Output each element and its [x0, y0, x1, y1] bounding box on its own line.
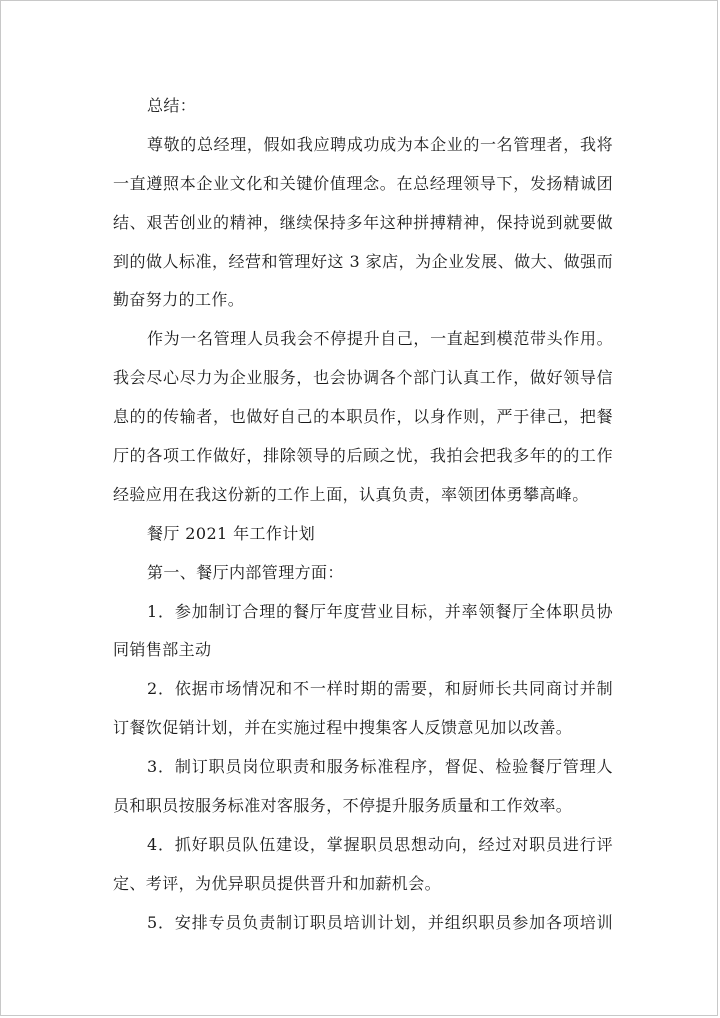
text-line: 我会尽心尽力为企业服务，也会协调各个部门认真工作，做好领导信	[113, 368, 613, 388]
text-line: 尊敬的总经理，假如我应聘成功成为本企业的一名管理者，我将	[147, 134, 613, 154]
list-item-line: 订餐饮促销计划，并在实施过程中搜集客人反馈意见加以改善。	[113, 718, 573, 738]
text-line: 总结：	[147, 96, 197, 115]
list-item-line: 同销售部主动	[113, 640, 212, 660]
section-heading: 餐厅 2021 年工作计划	[147, 523, 316, 543]
list-item-line: 定、考评，为优异职员提供晋升和加薪机会。	[113, 873, 442, 893]
subsection-heading: 第一、餐厅内部管理方面：	[147, 562, 344, 582]
list-item-line: 5．安排专员负责制订职员培训计划，并组织职员参加各项培训	[147, 912, 613, 932]
text-line: 结、艰苦创业的精神，继续保持多年这种拼搏精神，保持说到就要做	[113, 212, 613, 232]
list-item-line: 2．依据市场情况和不一样时期的需要，和厨师长共同商讨并制	[147, 679, 613, 699]
list-item-line: 1．参加制订合理的餐厅年度营业目标，并率领餐厅全体职员协	[147, 601, 613, 621]
list-item-line: 4．抓好职员队伍建设，掌握职员思想动向，经过对职员进行评	[147, 834, 613, 854]
list-item-line: 3．制订职员岗位职责和服务标准程序，督促、检验餐厅管理人	[147, 757, 613, 777]
text-line: 一直遵照本企业文化和关键价值理念。在总经理领导下，发扬精诚团	[113, 173, 613, 193]
text-line: 经验应用在我这份新的工作上面，认真负责，率领团体勇攀高峰。	[113, 484, 589, 504]
text-line: 息的的传输者，也做好自己的本职员作，以身作则，严于律己，把餐	[113, 407, 613, 427]
text-line: 作为一名管理人员我会不停提升自己，一直起到模范带头作用。	[147, 329, 613, 349]
text-line: 厅的各项工作做好，排除领导的后顾之忧，我拍会把我多年的的工作	[113, 446, 613, 466]
document-body	[113, 87, 613, 943]
text-line: 到的做人标准，经营和管理好这 3 家店，为企业发展、做大、做强而	[113, 251, 613, 271]
text-line: 勤奋努力的工作。	[113, 290, 245, 310]
list-item-line: 员和职员按服务标准对客服务，不停提升服务质量和工作效率。	[113, 796, 573, 816]
